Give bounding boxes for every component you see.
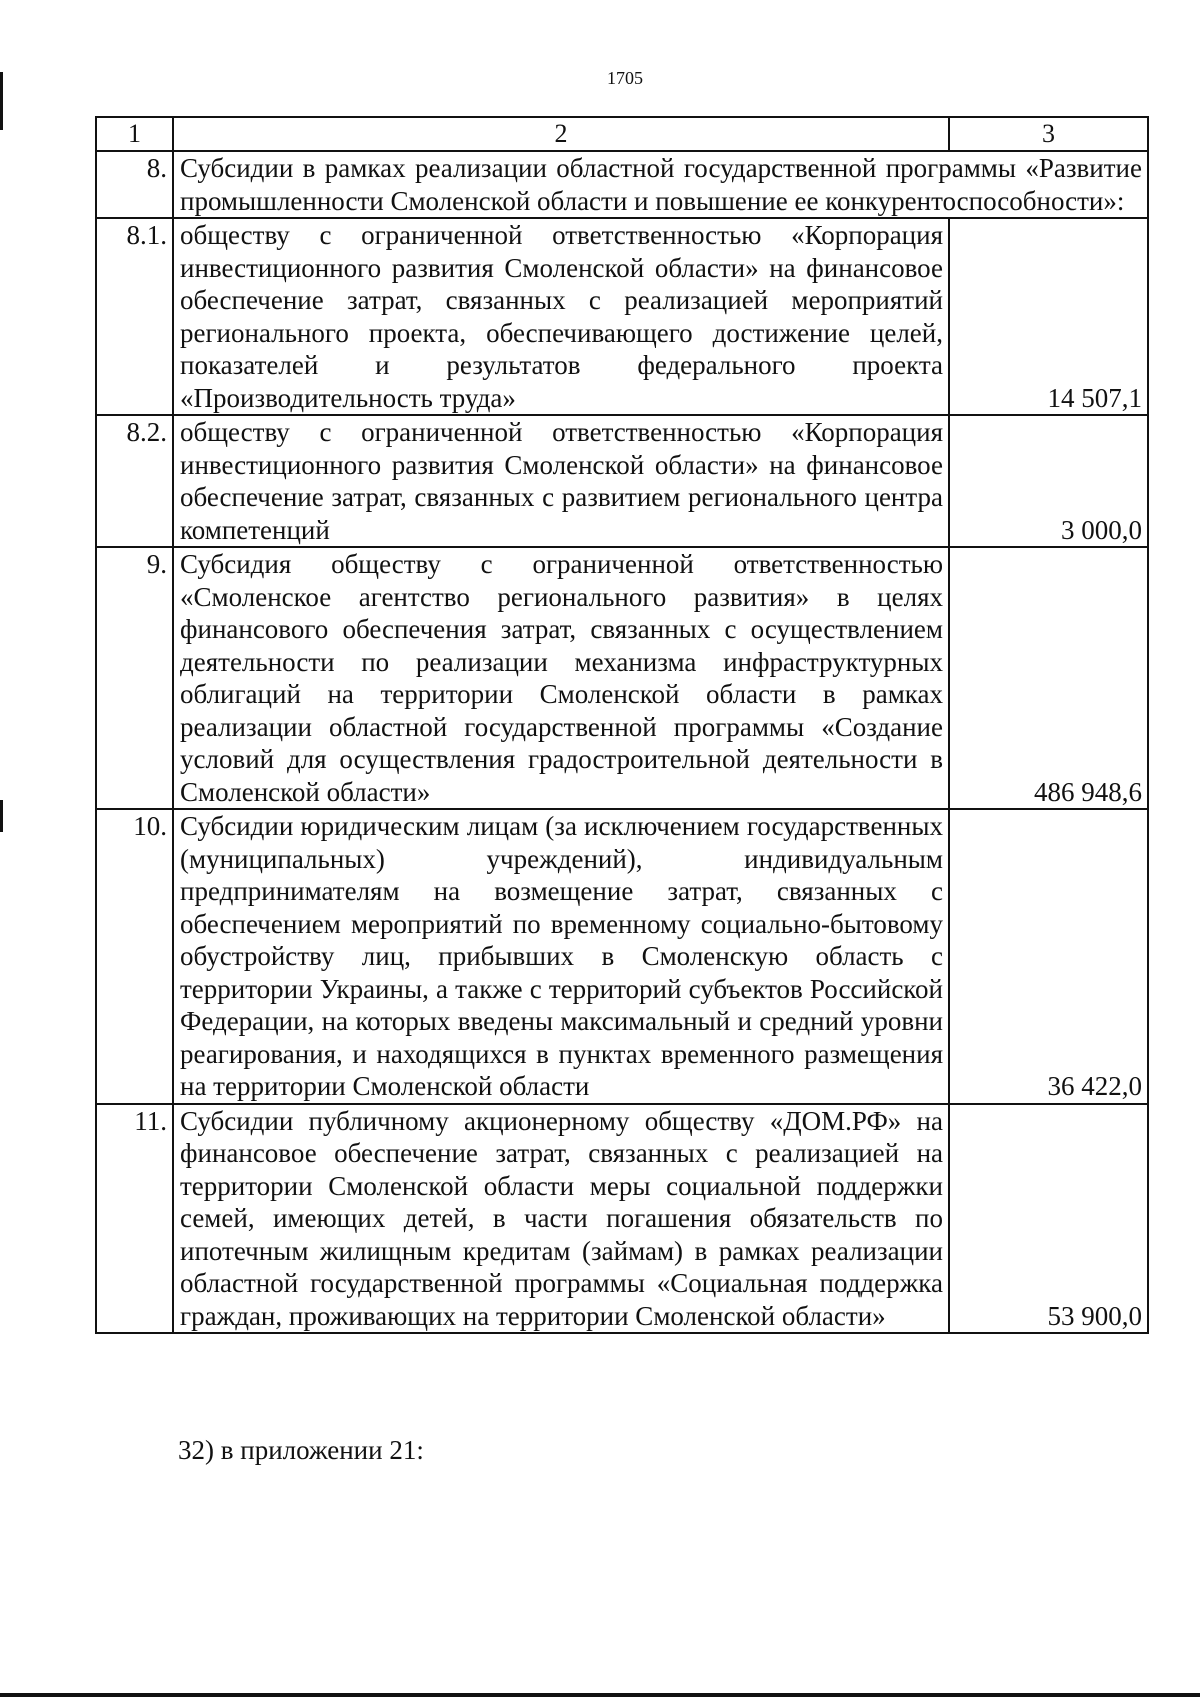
following-item-text: 32) в приложении 21:: [178, 1435, 424, 1465]
row-number: 9.: [96, 547, 173, 809]
table-row: [96, 151, 1148, 218]
row-description: Субсидии в рамках реализации областной государственной программы «Развитие промышленности Смоленской области и повышение ее конкурентоспособности»:: [173, 151, 1148, 218]
row-amount: 14 507,1: [949, 218, 1148, 415]
row-amount: 36 422,0: [949, 809, 1148, 1104]
column-header: 1: [96, 117, 173, 151]
row-number: 8.2.: [96, 415, 173, 547]
table-row: [96, 547, 1148, 809]
scan-edge-mark: [0, 800, 3, 832]
table-row: [96, 1104, 1148, 1334]
row-description: Субсидии публичному акционерному обществу «ДОМ.РФ» на финансовое обеспечение затрат, связанных с реализацией на территории Смоленской области меры социальной поддержки семей, имеющих детей, в части погашения обязательств по ипотечным жилищным кредитам (займам) в рамках реализации областной государственной программы «Социальная поддержка граждан, проживающих на территории Смоленской области»: [173, 1104, 949, 1334]
row-description: Субсидия обществу с ограниченной ответственностью «Смоленское агентство регионального развития» в целях финансового обеспечения затрат, связанных с осуществлением деятельности по реализации механизма инфраструктурных облигаций на территории Смоленской области в рамках реализации областной государственной программы «Создание условий для осуществления градостроительной деятельности в Смоленской области»: [173, 547, 949, 809]
row-amount: 3 000,0: [949, 415, 1148, 547]
row-description: обществу с ограниченной ответственностью «Корпорация инвестиционного развития Смоленской области» на финансовое обеспечение затрат, связанных с реализацией мероприятий регионального проекта, обеспечивающего достижение целей, показателей и результатов федерального проекта «Производительность труда»: [173, 218, 949, 415]
table-row: [96, 809, 1148, 1104]
row-number: 10.: [96, 809, 173, 1104]
row-number: 11.: [96, 1104, 173, 1334]
row-number: 8.1.: [96, 218, 173, 415]
table-row: [96, 415, 1148, 547]
table-header-row: [96, 117, 1148, 151]
subsidy-table: [95, 116, 1149, 1334]
column-header: 3: [949, 117, 1148, 151]
column-header: 2: [173, 117, 949, 151]
row-amount: 53 900,0: [949, 1104, 1148, 1334]
scan-bottom-edge: [0, 1693, 1200, 1697]
row-number: 8.: [96, 151, 173, 218]
row-description: обществу с ограниченной ответственностью «Корпорация инвестиционного развития Смоленской области» на финансовое обеспечение затрат, связанных с развитием регионального центра компетенций: [173, 415, 949, 547]
row-description: Субсидии юридическим лицам (за исключением государственных (муниципальных) учреждений), индивидуальным предпринимателям на возмещение затрат, связанных с обеспечением мероприятий по временному социально-бытовому обустройству лиц, прибывших в Смоленскую область с территории Украины, а также с территорий субъектов Российской Федерации, на которых введены максимальный и средний уровни реагирования, и находящихся в пунктах временного размещения на территории Смоленской области: [173, 809, 949, 1104]
table-row: [96, 218, 1148, 415]
row-amount: 486 948,6: [949, 547, 1148, 809]
page-number: 1705: [607, 68, 643, 88]
